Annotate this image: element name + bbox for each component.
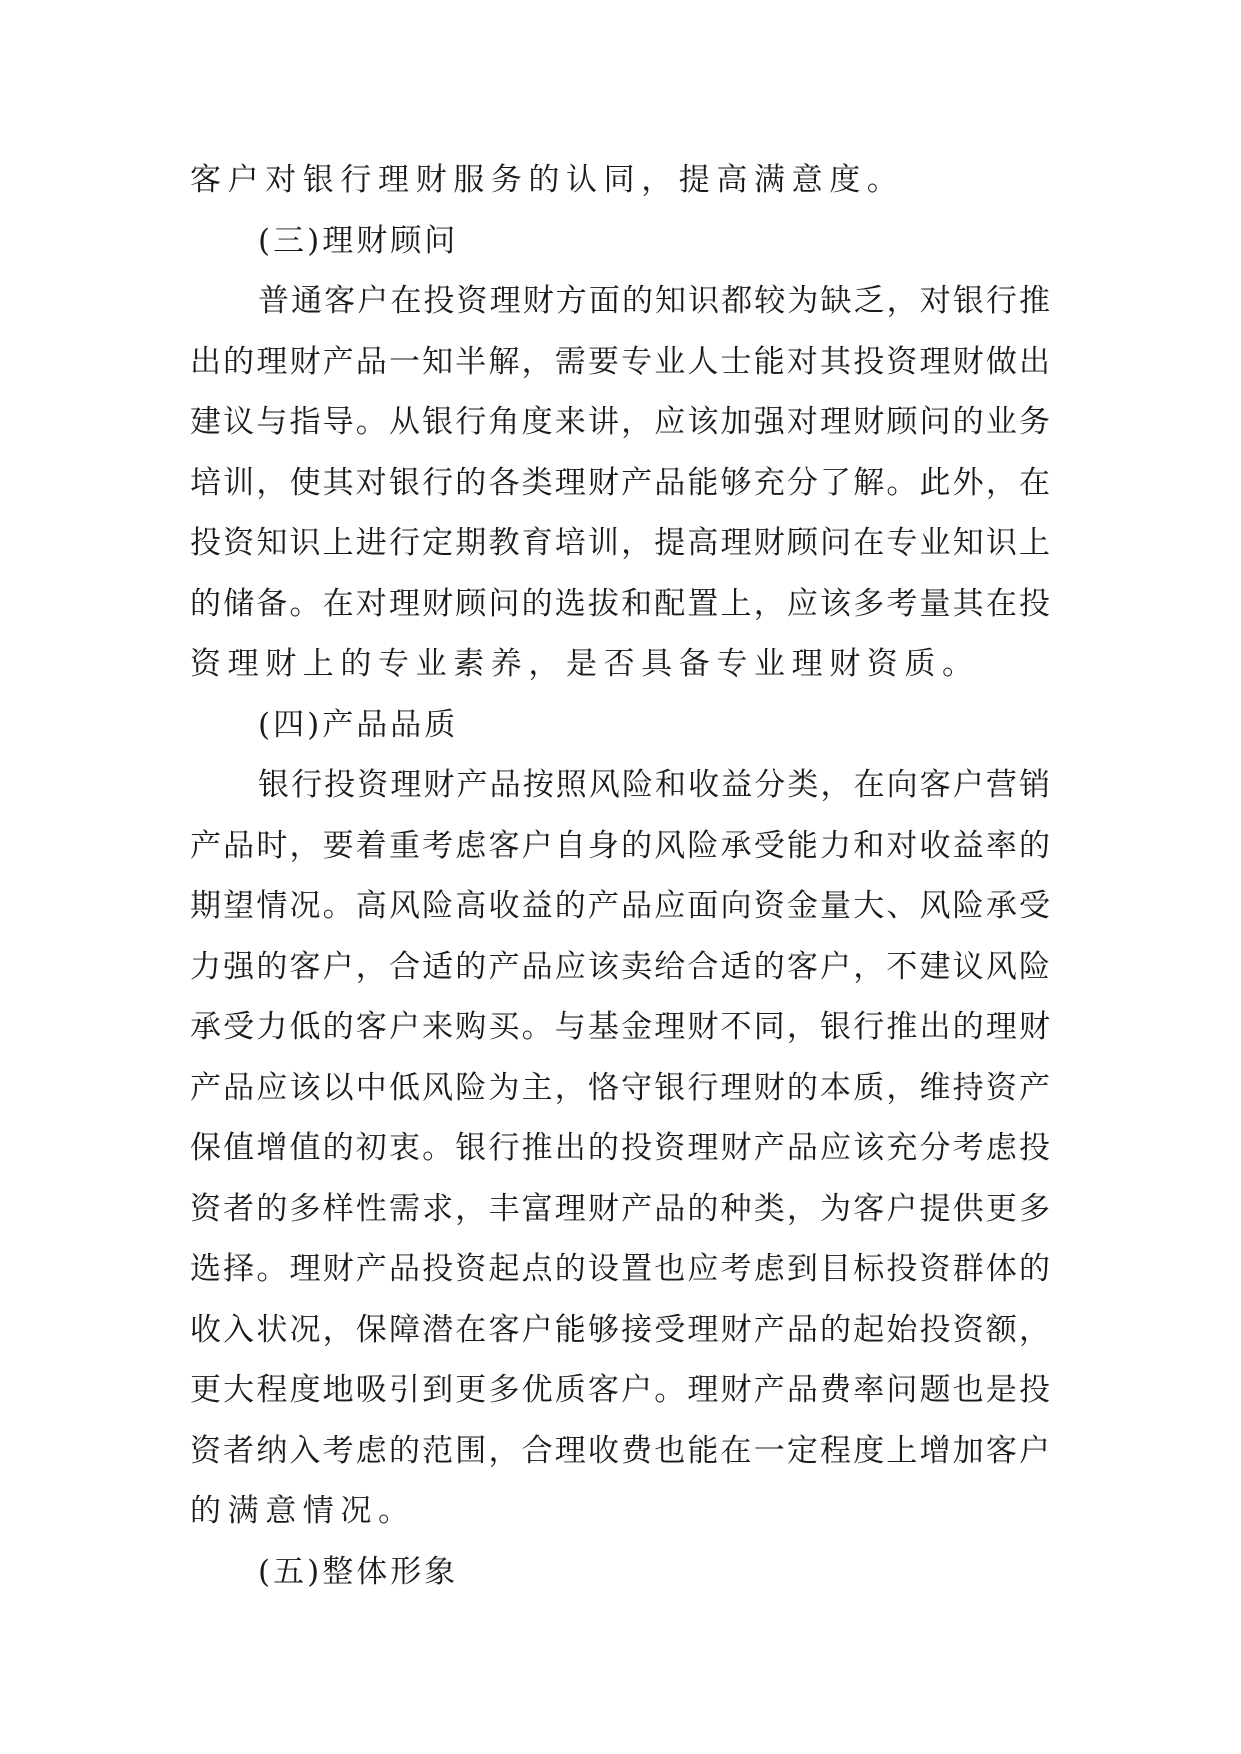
paragraph-line: 资理财上的专业素养，是否具备专业理财资质。	[190, 646, 980, 682]
section-heading-4: (四)产品品质	[258, 706, 459, 743]
paragraph-line: 产品应该以中低风险为主，恪守银行理财的本质，维持资产	[190, 1069, 1050, 1106]
section-heading-5: (五)整体形象	[258, 1553, 459, 1590]
document-page	[190, 150, 1050, 1602]
paragraph-line: 选择。理财产品投资起点的设置也应考虑到目标投资群体的	[190, 1251, 1050, 1287]
paragraph-line: 出的理财产品一知半解，需要专业人士能对其投资理财做出	[190, 343, 1050, 380]
section-heading-3: (三)理财顾问	[258, 222, 459, 259]
paragraph-line: 的满意情况。	[190, 1493, 416, 1529]
paragraph-line: 资者的多样性需求，丰富理财产品的种类，为客户提供更多	[190, 1190, 1050, 1227]
paragraph-line: 的储备。在对理财顾问的选拔和配置上，应该多考量其在投	[190, 585, 1050, 622]
paragraph-line: 客户对银行理财服务的认同，提高满意度。	[190, 162, 905, 198]
paragraph-line: 普通客户在投资理财方面的知识都较为缺乏，对银行推	[258, 283, 1050, 319]
paragraph-line: 力强的客户，合适的产品应该卖给合适的客户，不建议风险	[190, 948, 1050, 985]
paragraph-line: 建议与指导。从银行角度来讲，应该加强对理财顾问的业务	[190, 404, 1050, 440]
paragraph-line: 银行投资理财产品按照风险和收益分类，在向客户营销	[258, 767, 1050, 803]
paragraph-line: 培训，使其对银行的各类理财产品能够充分了解。此外，在	[190, 464, 1050, 501]
paragraph-line: 保值增值的初衷。银行推出的投资理财产品应该充分考虑投	[190, 1130, 1050, 1166]
paragraph-line: 期望情况。高风险高收益的产品应面向资金量大、风险承受	[190, 888, 1050, 924]
paragraph-line: 承受力低的客户来购买。与基金理财不同，银行推出的理财	[190, 1009, 1050, 1045]
paragraph-line: 产品时，要着重考虑客户自身的风险承受能力和对收益率的	[190, 827, 1050, 864]
paragraph-line: 资者纳入考虑的范围，合理收费也能在一定程度上增加客户	[190, 1432, 1050, 1469]
paragraph-line: 收入状况，保障潜在客户能够接受理财产品的起始投资额，	[190, 1311, 1050, 1348]
paragraph-line: 更大程度地吸引到更多优质客户。理财产品费率问题也是投	[190, 1372, 1050, 1408]
paragraph-line: 投资知识上进行定期教育培训，提高理财顾问在专业知识上	[190, 525, 1050, 561]
